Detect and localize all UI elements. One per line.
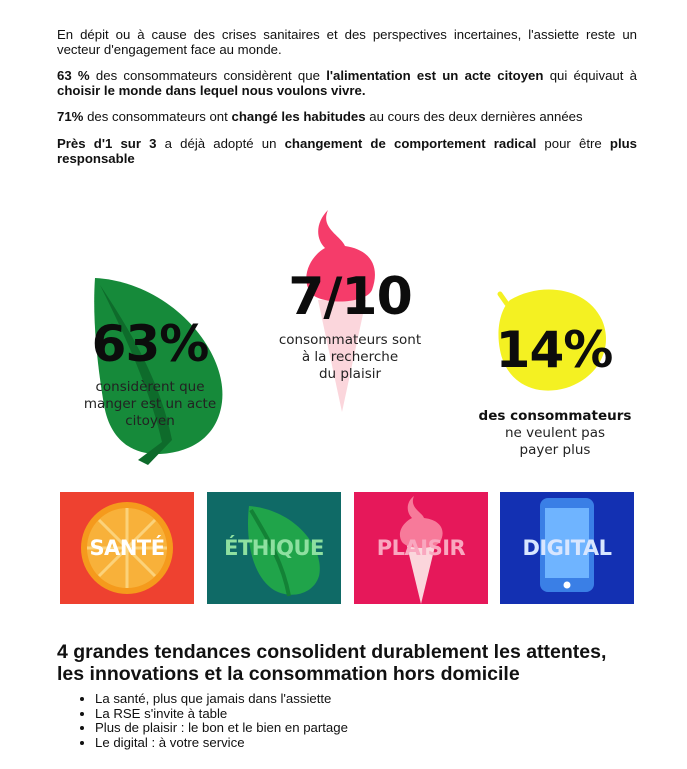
stat-14-big-number: 14% [495, 321, 613, 379]
text-span: a déjà adopté un [156, 136, 285, 151]
habits-highlight: changé les habitudes [231, 109, 366, 124]
stat-7-10-caption [260, 332, 440, 383]
stat-71-value: 71% [57, 109, 84, 124]
trends-list [57, 692, 655, 750]
stat-63-big-number: 63% [91, 315, 209, 373]
list-item: • Le digital : à votre service [95, 736, 655, 751]
stat-14-caption [470, 408, 640, 459]
tile-label: PLAISIR [376, 536, 466, 560]
tile-sante [60, 492, 194, 604]
citizen-act-highlight: l'alimentation est un acte citoyen [326, 68, 544, 83]
choose-world-highlight: choisir le monde dans lequel nous voulons vivre. [57, 83, 366, 98]
caption-line: des consommateurs [478, 408, 632, 424]
caption-line: manger est un acte [83, 396, 217, 412]
tile-label: DIGITAL [522, 536, 612, 560]
caption-line: payer plus [519, 442, 591, 458]
text-span: au cours des deux dernières années [365, 109, 583, 124]
title-line: 4 grandes tendances consolident durablement les attentes, [57, 641, 607, 663]
list-item: • La RSE s'invite à table [95, 707, 655, 722]
caption-line: à la recherche [301, 349, 399, 365]
caption-line: considèrent que [95, 379, 205, 395]
tile-plaisir [354, 492, 488, 604]
responsible-highlight: plus responsable [57, 136, 637, 166]
caption-line: citoyen [125, 413, 175, 429]
tile-label: SANTÉ [89, 536, 165, 560]
caption-line: consommateurs sont [278, 332, 422, 348]
stat-63-caption [60, 379, 240, 430]
text-span: des consommateurs ont [83, 109, 232, 124]
stat-63-value: 63 % [57, 68, 90, 83]
trends-title [57, 641, 657, 685]
caption-line: du plaisir [318, 366, 382, 382]
text-span: pour être [536, 136, 610, 151]
tile-ethique [207, 492, 341, 604]
one-in-three-value: Près d'1 sur 3 [57, 136, 157, 151]
stat-7-10-big-number: 7/10 [288, 267, 412, 327]
title-line: les innovations et la consommation hors domicile [57, 663, 520, 685]
text-span: des consommateurs considèrent que [89, 68, 327, 83]
caption-line: ne veulent pas [504, 425, 606, 441]
list-item: • La santé, plus que jamais dans l'assiette [95, 692, 655, 707]
radical-change-highlight: changement de comportement radical [284, 136, 537, 151]
intro-paragraph: En dépit ou à cause des crises sanitaires et des perspectives incertaines, l'assiette reste un vecteur d'engagement face au monde. [57, 27, 637, 57]
text-span: qui équivaut à [543, 68, 637, 83]
list-item: • Plus de plaisir : le bon et le bien en partage [95, 721, 655, 736]
tile-digital [500, 492, 634, 604]
tile-label: ÉTHIQUE [224, 536, 324, 560]
